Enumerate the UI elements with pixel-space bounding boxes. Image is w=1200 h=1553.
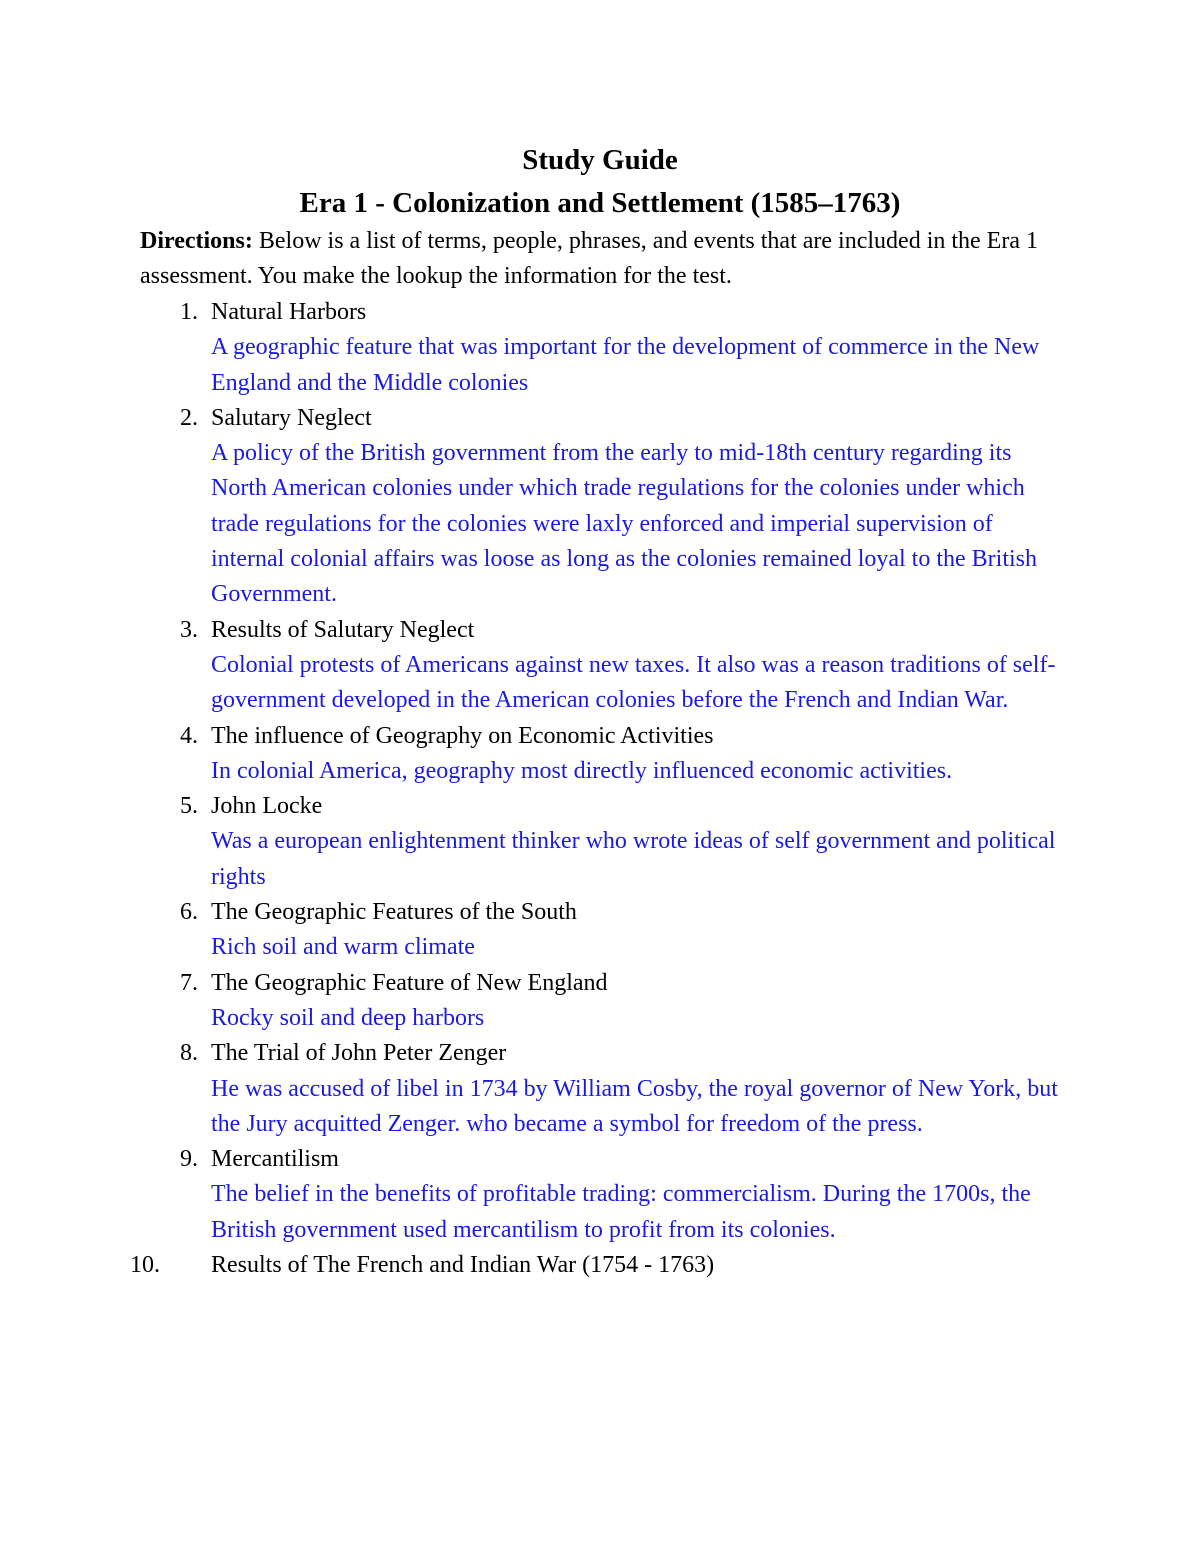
list-item bbox=[0, 1248, 1200, 1283]
item-term: Results of Salutary Neglect bbox=[211, 616, 475, 643]
list-item bbox=[0, 401, 1200, 613]
item-term: The Trial of John Peter Zenger bbox=[211, 1040, 507, 1067]
item-answer: He was accused of libel in 1734 by William Cosby, the royal governor of New York, but the Jury acquitted Zenger. who became a symbol for freedom of the press. bbox=[211, 1075, 1058, 1137]
item-answer: The belief in the benefits of profitable trading: commercialism. During the 1700s, the British government used mercantilism to profit from its colonies. bbox=[211, 1181, 1031, 1243]
item-number: 1. bbox=[180, 299, 198, 325]
item-answer: Rich soil and warm climate bbox=[211, 934, 475, 961]
page-subtitle: Era 1 - Colonization and Settlement (1585–1763) bbox=[299, 187, 901, 219]
directions-label: Directions: bbox=[140, 228, 253, 254]
item-number: 7. bbox=[180, 969, 198, 996]
study-list bbox=[0, 295, 1200, 1283]
item-number: 10. bbox=[130, 1252, 160, 1279]
item-answer: Was a european enlightenment thinker who wrote ideas of self government and political rights bbox=[211, 828, 1056, 890]
item-term: Mercantilism bbox=[211, 1146, 339, 1173]
item-term: John Locke bbox=[211, 793, 323, 820]
list-item bbox=[0, 1036, 1200, 1142]
item-number: 9. bbox=[180, 1146, 198, 1173]
list-item bbox=[0, 613, 1200, 719]
page-title: Study Guide bbox=[522, 144, 678, 176]
item-term: Results of The French and Indian War (1754 - 1763) bbox=[211, 1252, 715, 1279]
item-term: Natural Harbors bbox=[211, 299, 367, 325]
directions-paragraph bbox=[140, 224, 1060, 295]
item-answer: Rocky soil and deep harbors bbox=[211, 1004, 485, 1031]
item-answer: Colonial protests of Americans against new taxes. It also was a reason traditions of self-government developed in the American colonies before the French and Indian War. bbox=[211, 651, 1056, 714]
item-term: The Geographic Feature of New England bbox=[211, 969, 608, 996]
item-number: 4. bbox=[180, 722, 198, 749]
item-number: 5. bbox=[180, 793, 198, 820]
item-answer: A geographic feature that was important for the development of commerce in the New England and the Middle colonies bbox=[211, 334, 1040, 396]
list-item bbox=[0, 966, 1200, 1037]
item-number: 8. bbox=[180, 1040, 198, 1067]
list-item bbox=[0, 295, 1200, 401]
item-answer: A policy of the British government from the early to mid-18th century regarding its North American colonies under which trade regulations for the colonies under which trade regulations for the colonies were laxly enforced and imperial supervision of internal colonial affairs was loose as long as the colonies remained loyal to the British Government. bbox=[211, 440, 1038, 608]
list-item bbox=[0, 1142, 1200, 1248]
list-item bbox=[0, 895, 1200, 966]
item-term: The Geographic Features of the South bbox=[211, 899, 577, 926]
item-term: The influence of Geography on Economic Activities bbox=[211, 722, 714, 749]
item-term: Salutary Neglect bbox=[211, 404, 372, 431]
list-item bbox=[0, 789, 1200, 895]
item-answer: In colonial America, geography most directly influenced economic activities. bbox=[211, 757, 953, 784]
item-number: 6. bbox=[180, 899, 198, 926]
list-item bbox=[0, 719, 1200, 790]
item-number: 2. bbox=[180, 404, 198, 431]
directions-text: Below is a list of terms, people, phrases, and events that are included in the Era 1 assessment. You make the lookup the information for the test. bbox=[140, 228, 1038, 290]
item-number: 3. bbox=[180, 616, 198, 643]
